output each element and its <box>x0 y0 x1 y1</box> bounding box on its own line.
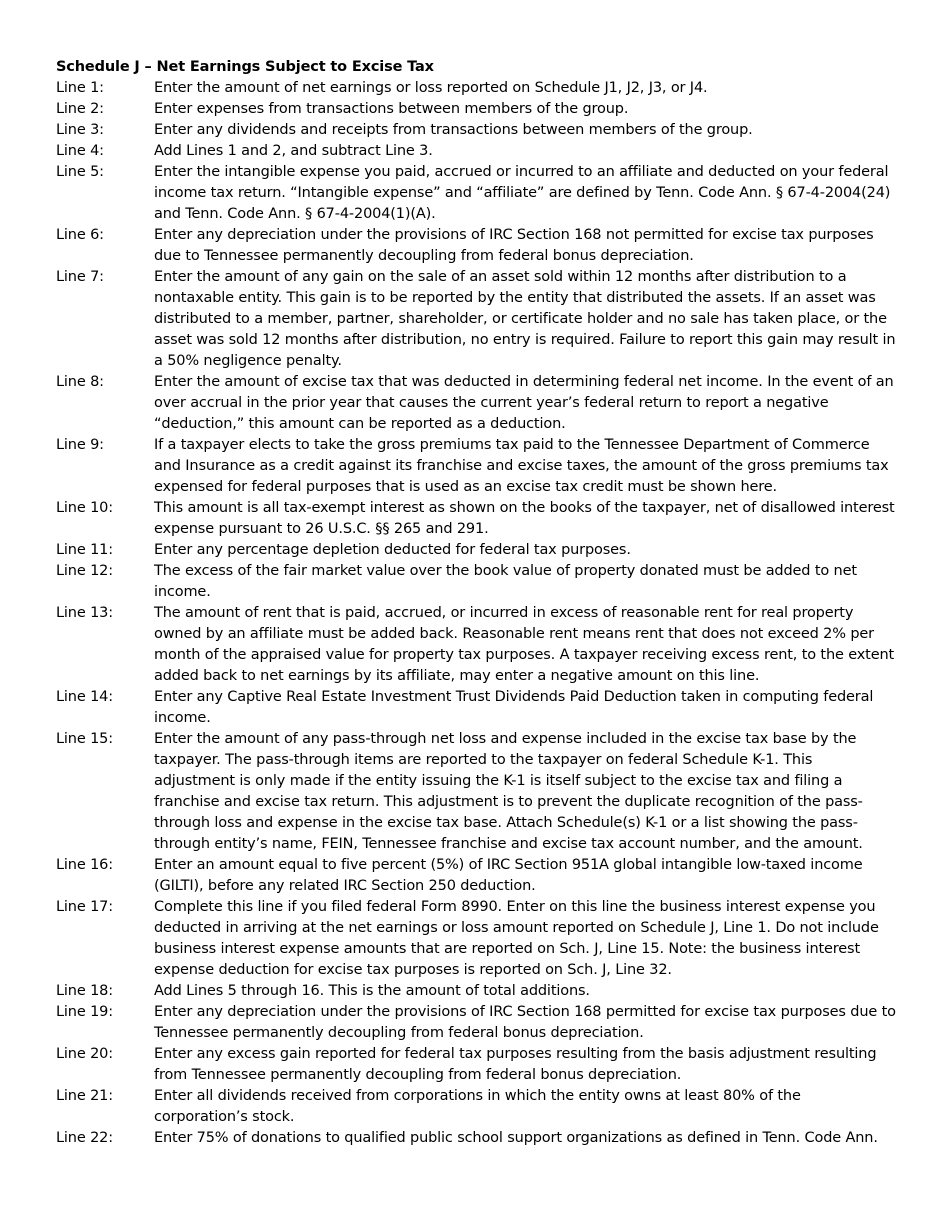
line-instruction: Enter the amount of net earnings or loss reported on Schedule J1, J2, J3, or J4. <box>154 80 708 96</box>
line-instruction: Enter 75% of donations to qualified public school support organizations as defined in Tenn. Code Ann. <box>154 1130 878 1146</box>
line-instruction: Enter any depreciation under the provisions of IRC Section 168 not permitted for excise tax purposes due to Tennessee permanently decoupling from federal bonus depreciation. <box>154 227 874 264</box>
line-instruction: Enter any excess gain reported for federal tax purposes resulting from the basis adjustment resulting from Tennessee permanently decoupling from federal bonus depreciation. <box>154 1046 877 1083</box>
line-entry <box>56 540 896 561</box>
line-instruction: Enter the amount of any gain on the sale of an asset sold within 12 months after distribution to a nontaxable entity. This gain is to be reported by the entity that distributed the assets. If an asset was distributed to a member, partner, shareholder, or certificate holder and no sale has taken place, or the asset was sold 12 months after distribution, no entry is required. Failure to report this gain may result in a 50% negligence penalty. <box>154 269 896 369</box>
line-instruction: Enter all dividends received from corporations in which the entity owns at least 80% of the corporation’s stock. <box>154 1088 801 1125</box>
line-entry <box>56 729 896 855</box>
line-label: Line 21: <box>56 1088 113 1104</box>
line-label: Line 12: <box>56 563 113 579</box>
line-label: Line 4: <box>56 143 104 159</box>
line-label: Line 6: <box>56 227 104 243</box>
line-entry <box>56 372 896 435</box>
line-label: Line 16: <box>56 857 113 873</box>
line-label: Line 8: <box>56 374 104 390</box>
line-entry <box>56 687 896 729</box>
line-entry <box>56 1128 896 1149</box>
line-instruction: Enter any percentage depletion deducted for federal tax purposes. <box>154 542 631 558</box>
line-entry <box>56 435 896 498</box>
line-label: Line 17: <box>56 899 113 915</box>
line-entry <box>56 498 896 540</box>
line-list <box>56 78 896 1149</box>
line-instruction: If a taxpayer elects to take the gross premiums tax paid to the Tennessee Department of Commerce and Insurance as a credit against its franchise and excise taxes, the amount of the gross premiums tax expensed for federal purposes that is used as an excise tax credit must be shown here. <box>154 437 889 495</box>
line-entry <box>56 897 896 981</box>
line-entry <box>56 603 896 687</box>
line-instruction: Complete this line if you filed federal Form 8990. Enter on this line the business interest expense you deducted in arriving at the net earnings or loss amount reported on Schedule J, Line 1. Do not include business interest expense amounts that are reported on Sch. J, Line 15. Note: the business interest expense deduction for excise tax purposes is reported on Sch. J, Line 32. <box>154 899 879 978</box>
line-entry <box>56 561 896 603</box>
line-label: Line 5: <box>56 164 104 180</box>
line-entry <box>56 120 896 141</box>
document-page <box>56 57 896 1149</box>
line-label: Line 22: <box>56 1130 113 1146</box>
line-entry <box>56 225 896 267</box>
line-instruction: Enter the amount of excise tax that was deducted in determining federal net income. In the event of an over accrual in the prior year that causes the current year’s federal return to report a negative “deduction,” this amount can be reported as a deduction. <box>154 374 894 432</box>
line-label: Line 1: <box>56 80 104 96</box>
line-instruction: Enter expenses from transactions between members of the group. <box>154 101 629 117</box>
line-instruction: Add Lines 5 through 16. This is the amount of total additions. <box>154 983 590 999</box>
line-label: Line 7: <box>56 269 104 285</box>
line-entry <box>56 267 896 372</box>
line-entry <box>56 855 896 897</box>
line-instruction: This amount is all tax-exempt interest as shown on the books of the taxpayer, net of disallowed interest expense pursuant to 26 U.S.C. §§ 265 and 291. <box>154 500 895 537</box>
line-label: Line 14: <box>56 689 113 705</box>
line-label: Line 20: <box>56 1046 113 1062</box>
line-entry <box>56 1086 896 1128</box>
line-entry <box>56 1044 896 1086</box>
schedule-title: Schedule J – Net Earnings Subject to Excise Tax <box>56 59 434 75</box>
line-label: Line 3: <box>56 122 104 138</box>
line-instruction: Add Lines 1 and 2, and subtract Line 3. <box>154 143 433 159</box>
line-instruction: The excess of the fair market value over the book value of property donated must be added to net income. <box>154 563 857 600</box>
line-instruction: Enter an amount equal to five percent (5%) of IRC Section 951A global intangible low-taxed income (GILTI), before any related IRC Section 250 deduction. <box>154 857 863 894</box>
line-instruction: Enter any depreciation under the provisions of IRC Section 168 permitted for excise tax purposes due to Tennessee permanently decoupling from federal bonus depreciation. <box>154 1004 896 1041</box>
line-entry <box>56 99 896 120</box>
line-entry <box>56 141 896 162</box>
line-label: Line 15: <box>56 731 113 747</box>
line-entry <box>56 162 896 225</box>
line-instruction: Enter the amount of any pass-through net loss and expense included in the excise tax base by the taxpayer. The pass-through items are reported to the taxpayer on federal Schedule K-1. This adjustment is only made if the entity issuing the K-1 is itself subject to the excise tax and filing a franchise and excise tax return. This adjustment is to prevent the duplicate recognition of the pass-through loss and expense in the excise tax base. Attach Schedule(s) K-1 or a list showing the pass-through entity’s name, FEIN, Tennessee franchise and excise tax account number, and the amount. <box>154 731 863 852</box>
line-entry <box>56 1002 896 1044</box>
line-label: Line 11: <box>56 542 113 558</box>
line-instruction: The amount of rent that is paid, accrued, or incurred in excess of reasonable rent for real property owned by an affiliate must be added back. Reasonable rent means rent that does not exceed 2% per month of the appraised value for property tax purposes. A taxpayer receiving excess rent, to the extent added back to net earnings by its affiliate, may enter a negative amount on this line. <box>154 605 895 684</box>
line-entry <box>56 981 896 1002</box>
line-entry <box>56 78 896 99</box>
line-label: Line 18: <box>56 983 113 999</box>
line-label: Line 13: <box>56 605 113 621</box>
line-instruction: Enter the intangible expense you paid, accrued or incurred to an affiliate and deducted on your federal income tax return. “Intangible expense” and “affiliate” are defined by Tenn. Code Ann. § 67-4-2004(24) and Tenn. Code Ann. § 67-4-2004(1)(A). <box>154 164 891 222</box>
line-instruction: Enter any Captive Real Estate Investment Trust Dividends Paid Deduction taken in computing federal income. <box>154 689 874 726</box>
line-label: Line 2: <box>56 101 104 117</box>
line-label: Line 19: <box>56 1004 113 1020</box>
line-label: Line 10: <box>56 500 113 516</box>
line-label: Line 9: <box>56 437 104 453</box>
line-instruction: Enter any dividends and receipts from transactions between members of the group. <box>154 122 753 138</box>
